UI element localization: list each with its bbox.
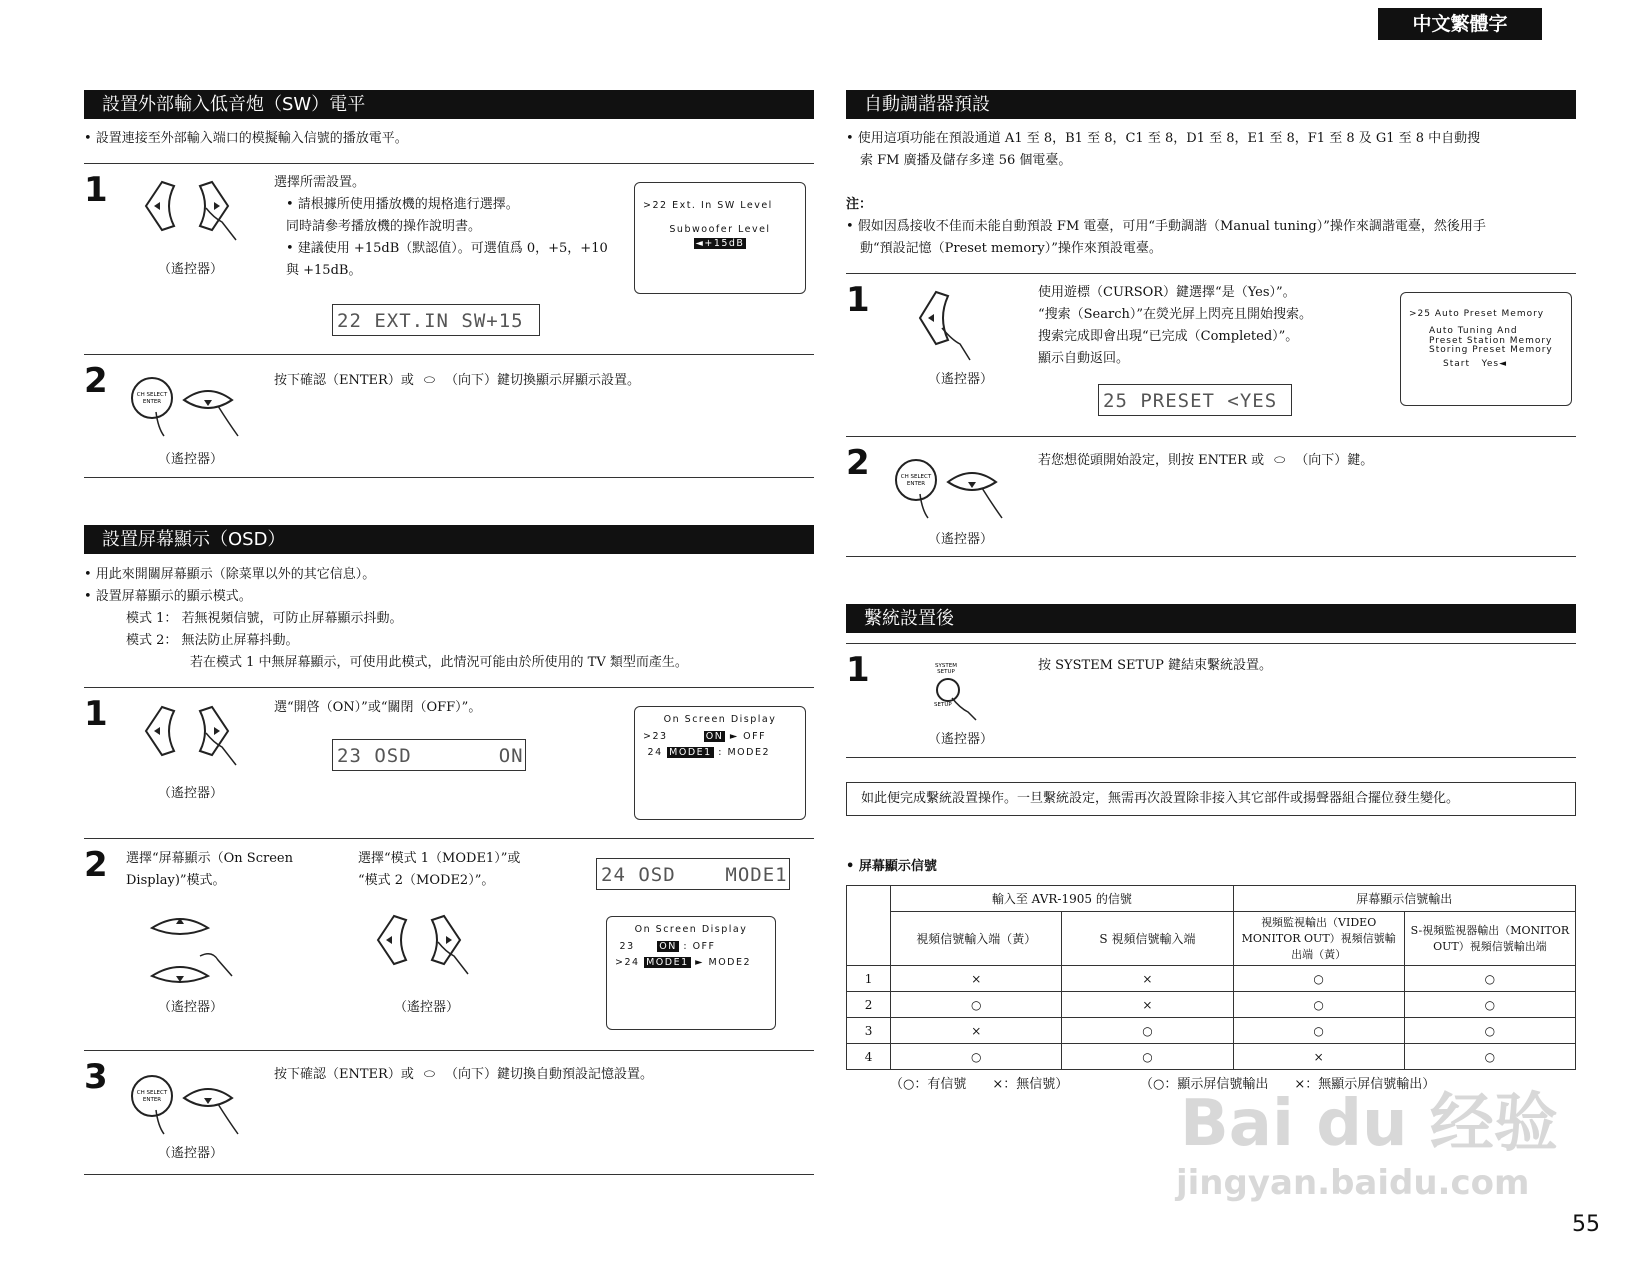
table-cell: × xyxy=(1233,1044,1404,1070)
table-row xyxy=(847,1044,1576,1070)
table-cell: × xyxy=(891,966,1062,992)
tuner-step1-line: 顯示自動返回。 xyxy=(1038,351,1130,366)
table-cell: 4 xyxy=(847,1044,891,1070)
enter-down-buttons-icon xyxy=(128,372,258,452)
table-cell: × xyxy=(1062,992,1233,1018)
step-number: 2 xyxy=(84,845,108,885)
osd-step2-mid: “模式 2（MODE2）”。 xyxy=(358,873,495,888)
step-number: 1 xyxy=(84,694,108,734)
completion-note-box: 如此便完成繫統設置操作。一旦繫統設定，無需再次設置除非接入其它部件或揚聲器組合擺位發生變化。 xyxy=(846,782,1576,816)
divider xyxy=(84,1050,814,1051)
table-cell: ○ xyxy=(1233,1018,1404,1044)
table-cell: ○ xyxy=(1404,992,1575,1018)
table-cell: 2 xyxy=(847,992,891,1018)
divider xyxy=(84,477,814,478)
divider xyxy=(846,556,1576,557)
table-cell: 1 xyxy=(847,966,891,992)
ch-select-label: CH SELECT xyxy=(900,474,932,480)
divider xyxy=(84,1174,814,1175)
lcd-display-sw: 22 EXT.IN SW+15 xyxy=(332,304,540,336)
enter-label: ENTER xyxy=(142,1097,162,1103)
osd-screen-sw: >22 Ext. In SW Level Subwoofer Level ◄+15dB xyxy=(634,182,806,294)
table-row xyxy=(847,992,1576,1018)
sw-step1-line: 與 +15dB。 xyxy=(286,263,362,278)
section-header-sw-level: 設置外部輸入低音炮（SW）電平 xyxy=(84,90,814,119)
osd-step2-text: Display)”模式。 xyxy=(126,873,226,888)
step-number: 1 xyxy=(846,650,870,690)
step-number: 3 xyxy=(84,1057,108,1097)
divider xyxy=(84,838,814,839)
section-header-osd: 設置屏幕顯示（OSD） xyxy=(84,525,814,554)
remote-caption: （遙控器） xyxy=(158,452,224,467)
divider xyxy=(846,273,1576,274)
table-col-header: 視頻信號輸入端（黃） xyxy=(891,912,1062,966)
remote-caption: （遙控器） xyxy=(158,786,224,801)
setup-label: SETUP xyxy=(937,669,955,675)
remote-left-right-icon xyxy=(372,912,482,982)
osd-step3-text: 按下確認（ENTER）或 ⬭ （向下）鍵切換自動預設記憶設置。 xyxy=(274,1064,653,1086)
table-col-header: S 視頻信號輸入端 xyxy=(1062,912,1233,966)
down-button-icon: ⬭ xyxy=(423,373,435,388)
tuner-intro: 索 FM 廣播及儲存多達 56 個電臺。 xyxy=(860,153,1072,168)
tuner-step1-line: 搜索完成即會出現“已完成（Completed）”。 xyxy=(1038,329,1299,344)
divider xyxy=(84,354,814,355)
divider xyxy=(846,757,1576,758)
step-number: 2 xyxy=(84,361,108,401)
divider xyxy=(84,163,814,164)
down-button-icon: ⬭ xyxy=(1274,453,1286,468)
table-cell: ○ xyxy=(1233,966,1404,992)
osd-screen-tuner: >25 Auto Preset Memory Auto Tuning And Preset Station Memory Storing Preset Memory Start Yes◄ xyxy=(1400,292,1572,406)
sw-step1-line: • 請根據所使用播放機的規格進行選擇。 xyxy=(286,197,519,212)
table-cell: × xyxy=(1062,966,1233,992)
osd-mode1-desc: 模式 1： 若無視頻信號，可防止屏幕顯示抖動。 xyxy=(126,611,403,626)
divider xyxy=(84,687,814,688)
sw-step1-line: 選擇所需設置。 xyxy=(274,175,366,190)
remote-left-button-icon xyxy=(914,288,984,368)
section-header-tuner: 自動調諧器預設 xyxy=(846,90,1576,119)
section-header-after-setup: 繫統設置後 xyxy=(846,604,1576,633)
table-cell: ○ xyxy=(1404,1018,1575,1044)
tuner-note: • 假如因爲接收不佳而未能自動預設 FM 電臺，可用“手動調諧（Manual tuning）”操作來調諧電臺，然後用手 xyxy=(846,219,1486,234)
divider xyxy=(846,436,1576,437)
table-cell: × xyxy=(891,1018,1062,1044)
page-number: 55 xyxy=(1572,1212,1600,1237)
table-legend: （○：顯示屏信號輸出 ×：無顯示屏信號輸出） xyxy=(1140,1077,1436,1092)
osd-step2-text: 選擇“屏幕顯示（On Screen xyxy=(126,851,293,866)
divider xyxy=(846,643,1576,644)
sw-intro: • 設置連接至外部輸入端口的模擬輸入信號的播放電平。 xyxy=(84,131,408,146)
remote-caption: （遙控器） xyxy=(394,1000,460,1015)
baidu-watermark-url: jingyan.baidu.com xyxy=(1176,1163,1530,1203)
after-step1-text: 按 SYSTEM SETUP 鍵結束繫統設置。 xyxy=(1038,658,1273,673)
system-label: SYSTEM xyxy=(935,663,957,669)
osd-mode2-note: 若在模式 1 中無屏幕顯示，可使用此模式，此情況可能由於所使用的 TV 類型而產生。 xyxy=(190,655,688,670)
setup-label-lower: SETUP xyxy=(934,702,952,708)
system-setup-button-icon xyxy=(926,660,986,722)
table-group-header: 屏幕顯示信號輸出 xyxy=(1233,886,1575,912)
ch-select-label: CH SELECT xyxy=(136,1090,168,1096)
remote-up-down-icon xyxy=(144,906,244,996)
table-legend: （○：有信號 ×：無信號） xyxy=(890,1077,1069,1092)
tuner-intro: • 使用這項功能在預設通道 A1 至 8，B1 至 8，C1 至 8，D1 至 8，E1 至 8，F1 至 8 及 G1 至 8 中自動搜 xyxy=(846,131,1481,146)
tuner-step1-line: “搜索（Search）”在熒光屏上閃亮且開始搜索。 xyxy=(1038,307,1313,322)
table-cell: 3 xyxy=(847,1018,891,1044)
table-cell: ○ xyxy=(891,992,1062,1018)
osd-step2-mid: 選擇“模式 1（MODE1）”或 xyxy=(358,851,521,866)
table-cell: ○ xyxy=(891,1044,1062,1070)
enter-label: ENTER xyxy=(906,481,926,487)
lcd-display-osd: 23 OSD ON xyxy=(332,739,526,771)
osd-intro: • 用此來開關屏幕顯示（除菜單以外的其它信息）。 xyxy=(84,567,376,582)
remote-caption: （遙控器） xyxy=(158,262,224,277)
osd-screen-osd2: On Screen Display 23 ON : OFF >24 MODE1 ► MODE2 xyxy=(606,916,776,1030)
language-tab: 中文繁體字 xyxy=(1378,8,1542,40)
lcd-display-osd2: 24 OSD MODE1 xyxy=(596,858,790,890)
remote-left-right-icon xyxy=(140,178,250,248)
remote-caption: （遙控器） xyxy=(158,1146,224,1161)
sw-step1-line: 同時請參考播放機的操作說明書。 xyxy=(286,219,482,234)
baidu-watermark-logo: Bai du 经验 xyxy=(1180,1087,1558,1161)
osd-mode2-desc: 模式 2： 無法防止屏幕抖動。 xyxy=(126,633,299,648)
step-number: 2 xyxy=(846,443,870,483)
table-row xyxy=(847,966,1576,992)
sw-step2-text: 按下確認（ENTER）或 ⬭ （向下）鍵切換顯示屏顯示設置。 xyxy=(274,370,640,392)
remote-caption: （遙控器） xyxy=(928,732,994,747)
table-cell: ○ xyxy=(1404,966,1575,992)
osd-intro: • 設置屏幕顯示的顯示模式。 xyxy=(84,589,252,604)
osd-step1-text: 選“開啓（ON）”或“關閉（OFF）”。 xyxy=(274,700,482,715)
table-col-header: S-視頻監視器輸出（MONITOR OUT）視頻信號輸出端 xyxy=(1404,912,1575,966)
step-number: 1 xyxy=(846,280,870,320)
table-cell: ○ xyxy=(1062,1044,1233,1070)
table-cell: ○ xyxy=(1404,1044,1575,1070)
note-label: 注： xyxy=(846,197,873,212)
tuner-step2-text: 若您想從頭開始設定，則按 ENTER 或 ⬭ （向下）鍵。 xyxy=(1038,450,1373,472)
enter-label: ENTER xyxy=(142,399,162,405)
table-group-header: 輸入至 AVR-1905 的信號 xyxy=(891,886,1233,912)
remote-caption: （遙控器） xyxy=(928,532,994,547)
table-cell: ○ xyxy=(1233,992,1404,1018)
table-cell: ○ xyxy=(1062,1018,1233,1044)
osd-screen-osd1: On Screen Display >23 ON ► OFF 24 MODE1 : MODE2 xyxy=(634,706,806,820)
lcd-display-tuner: 25 PRESET <YES xyxy=(1098,384,1292,416)
table-col-header: 視頻監視輸出（VIDEO MONITOR OUT）視頻信號輸出端（黃） xyxy=(1233,912,1404,966)
signal-table-title: • 屏幕顯示信號 xyxy=(846,859,937,874)
tuner-note: 動“預設記憶（Preset memory）”操作來預設電臺。 xyxy=(860,241,1162,256)
ch-select-label: CH SELECT xyxy=(136,392,168,398)
down-button-icon: ⬭ xyxy=(423,1067,435,1082)
remote-caption: （遙控器） xyxy=(158,1000,224,1015)
enter-down-buttons-icon xyxy=(128,1070,258,1150)
remote-left-right-icon xyxy=(140,703,250,773)
step-number: 1 xyxy=(84,170,108,210)
tuner-step1-line: 使用遊標（CURSOR）鍵選擇“是（Yes）”。 xyxy=(1038,285,1296,300)
table-row xyxy=(847,1018,1576,1044)
signal-table xyxy=(846,885,1576,1070)
enter-down-buttons-icon xyxy=(892,454,1022,534)
sw-step1-line: • 建議使用 +15dB（默認值）。可選值爲 0，+5，+10 xyxy=(286,241,608,256)
remote-caption: （遙控器） xyxy=(928,372,994,387)
